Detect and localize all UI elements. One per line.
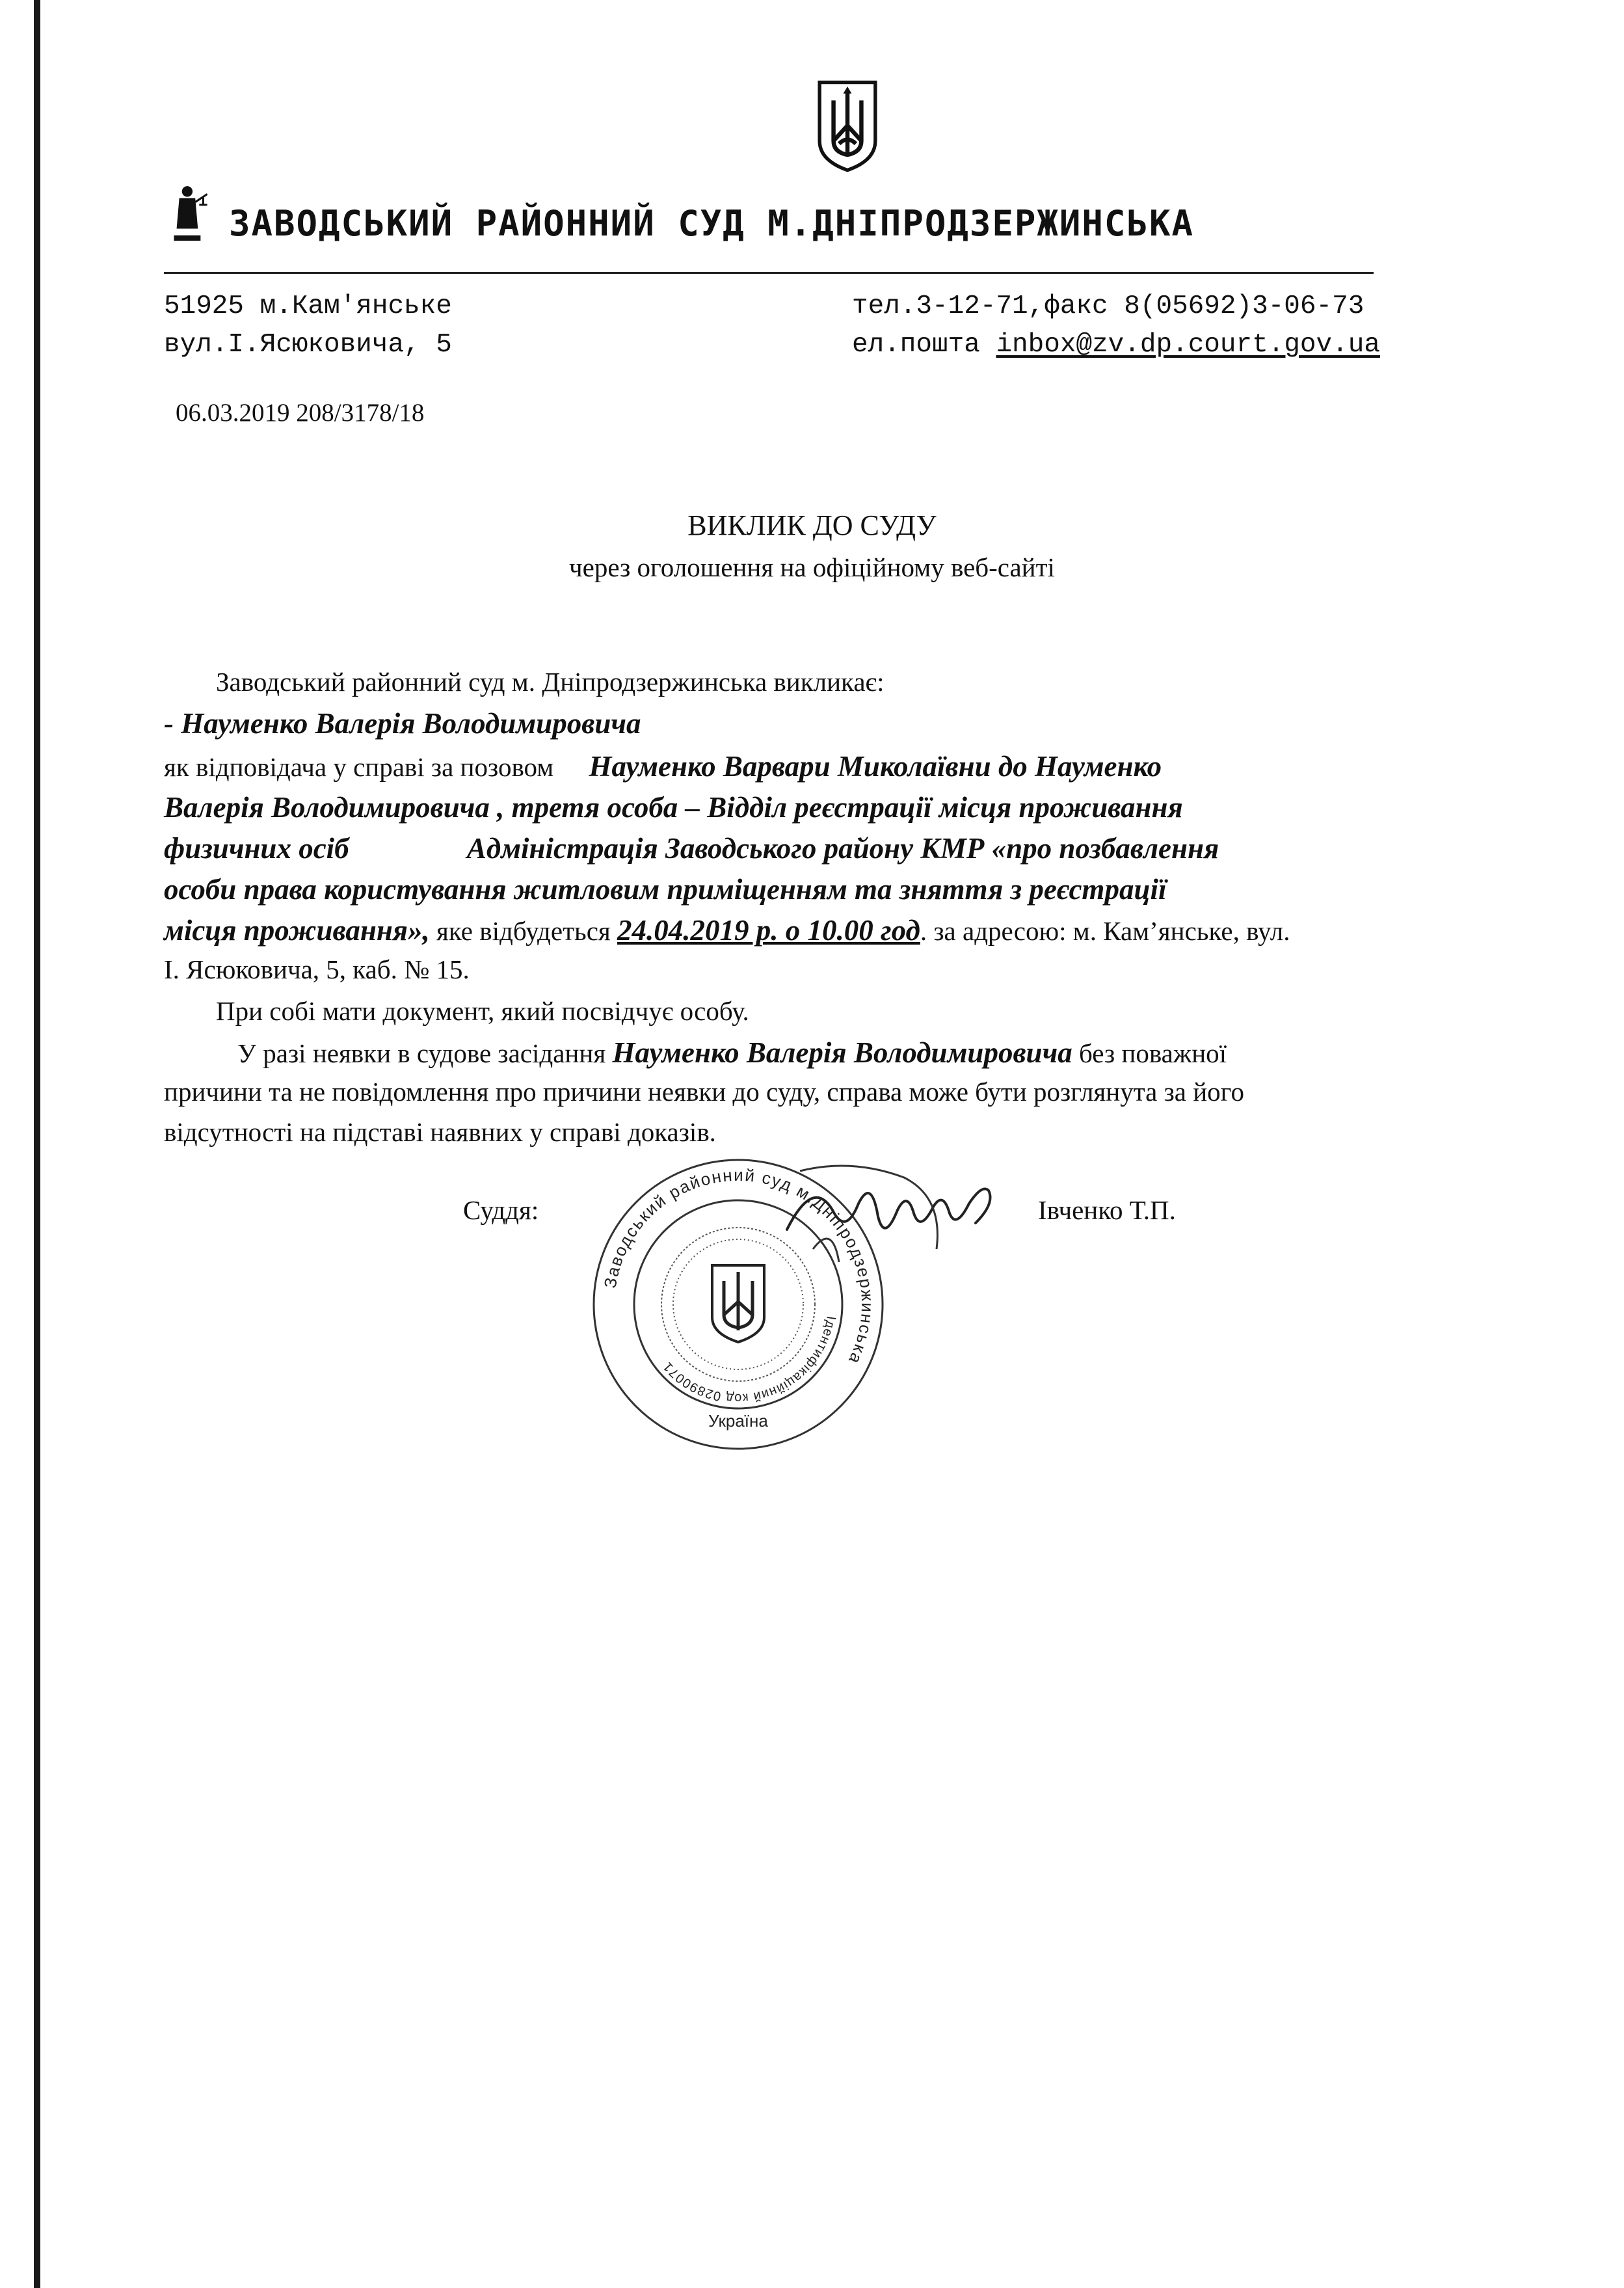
email-link[interactable]: inbox@zv.dp.court.gov.ua (996, 330, 1380, 360)
p1-will-take-place: яке відбудеться (429, 916, 618, 946)
p1-address-text: . за адресою: м. Кам’янське, вул. (920, 916, 1290, 946)
summoned-person: - Науменко Валерія Володимировича (164, 707, 641, 740)
document-subtitle: через оголошення на офіційному веб-сайті (569, 552, 1055, 582)
header-divider (164, 272, 1374, 274)
p3-no-reason: без поважної (1072, 1038, 1227, 1068)
p1-third-party-a: физичних осіб (164, 832, 349, 865)
email-label: ел.пошта (852, 330, 980, 360)
court-name-heading: ЗАВОДСЬКИЙ РАЙОННИЙ СУД М.ДНІПРОДЗЕРЖИНСЬКА (229, 203, 1194, 244)
paragraph-3-line-3: відсутності на підставі наявних у справі доказів. (164, 1117, 716, 1147)
p1-defendant-text: як відповідача у справі за позовом (164, 752, 554, 782)
intro-text: Заводський районний суд м. Дніпродзержинська викликає: (216, 667, 885, 697)
paragraph-1-line-4: особи права користування житловим приміщенням та зняття з реєстрації (164, 873, 1167, 906)
p1-third-party-b: Адміністрація Заводського району КМР «про позбавлення (466, 832, 1219, 865)
paragraph-1-line-6: І. Ясюковича, 5, каб. № 15. (164, 954, 470, 984)
trident-crest-icon (811, 77, 884, 174)
paragraph-1-line-3 (164, 831, 1219, 865)
paragraph-1-line-1 (164, 749, 1162, 783)
stamp-outer-text: Заводський районний суд м.Дніпродзержинська (600, 1164, 878, 1368)
address-line-2: вул.І.Ясюковича, 5 (164, 330, 452, 360)
hearing-datetime: 24.04.2019 р. о 10.00 год (617, 914, 920, 947)
email-line (852, 330, 1380, 360)
themis-icon (168, 182, 212, 242)
scan-edge-shadow (34, 0, 40, 2288)
judge-label: Суддя: (463, 1195, 539, 1225)
p3-person: Науменко Валерія Володимировича (612, 1036, 1072, 1069)
paragraph-3-line-1 (237, 1036, 1227, 1070)
judge-name: Івченко Т.П. (1038, 1195, 1176, 1225)
document-title: ВИКЛИК ДО СУДУ (687, 509, 937, 541)
stamp-inner-text: Ідентифікаційний код 02890071 (660, 1315, 838, 1406)
signature-icon (774, 1151, 1008, 1288)
paragraph-2: При собі мати документ, який посвідчує особу. (216, 996, 749, 1026)
phone-line: тел.3-12-71,факс 8(05692)3-06-73 (852, 291, 1364, 321)
address-line-1: 51925 м.Кам'янське (164, 291, 452, 321)
p1-plaintiff: Науменко Варвари Миколаївни до Науменко (589, 750, 1162, 783)
paragraph-3-line-2: причини та не повідомлення про причини неявки до суду, справа може бути розглянута за його (164, 1077, 1244, 1107)
p1-subject-end: місця проживання», (164, 914, 430, 947)
document-reference: 06.03.2019 208/3178/18 (176, 399, 425, 427)
paragraph-1-line-2: Валерія Володимировича , третя особа – Відділ реєстрації місця проживання (164, 791, 1183, 824)
stamp-country: Україна (708, 1411, 768, 1431)
p3-absence-text: У разі неявки в судове засідання (237, 1038, 613, 1068)
paragraph-1-line-5 (164, 913, 1290, 947)
